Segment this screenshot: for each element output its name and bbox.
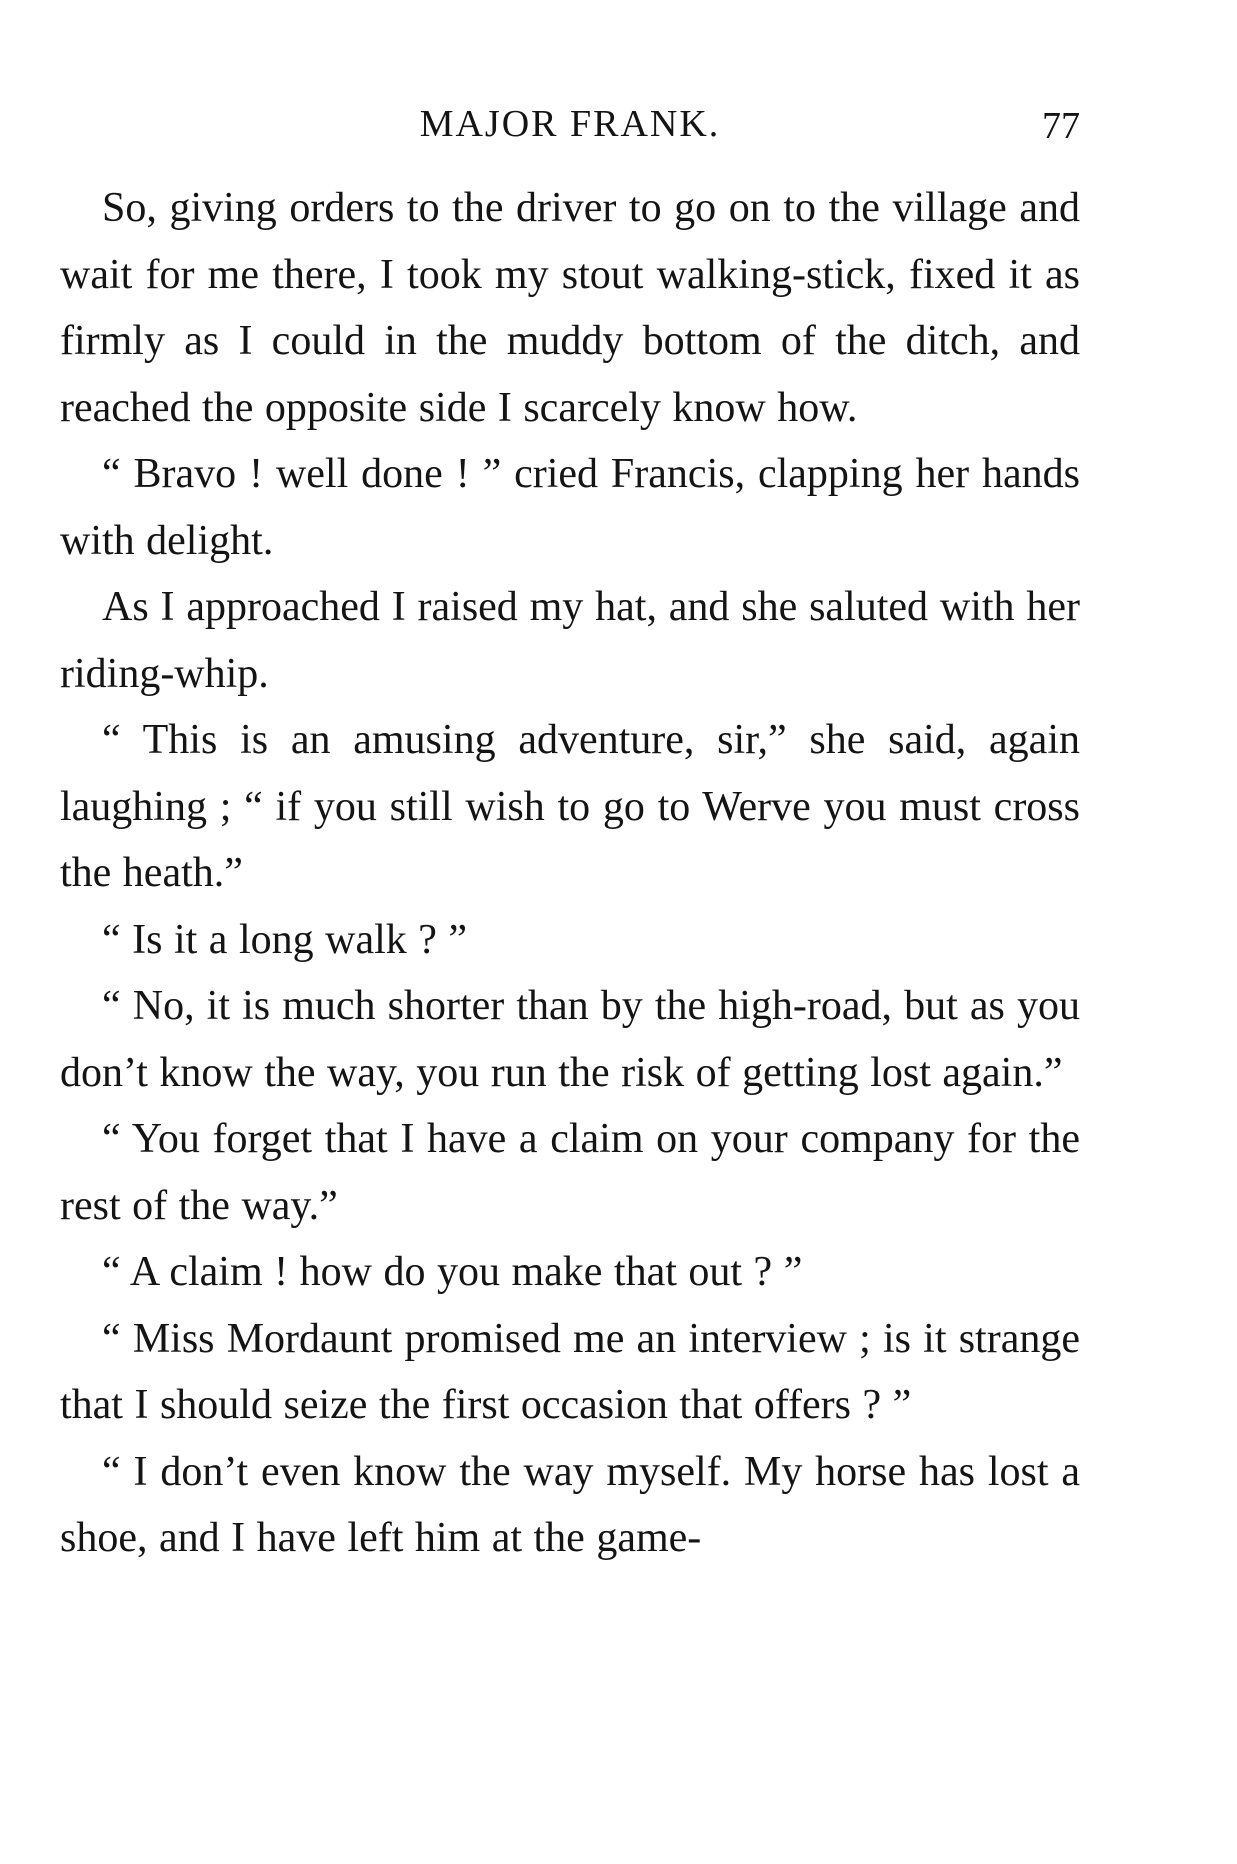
- paragraph: “ A claim ! how do you make that out ? ”: [102, 1249, 803, 1295]
- paragraph: “ I don’t even know the way myself. My horse has lost a shoe, and I have left him at the game-: [60, 1448, 1080, 1561]
- paragraph: “ Miss Mordaunt promised me an interview ; is it strange that I should seize the first occasion that offers ? ”: [60, 1315, 1080, 1428]
- paragraph: So, giving orders to the driver to go on to the village and wait for me there, I took my stout walking-stick, fixed it as firmly as I could in the muddy bottom of the ditch, and reached the opposite side I scarcely know how.: [60, 185, 1080, 431]
- paragraph: “ Bravo ! well done ! ” cried Francis, clapping her hands with delight.: [60, 451, 1080, 564]
- running-title: MAJOR FRANK.: [419, 103, 721, 145]
- paragraph: “ No, it is much shorter than by the high-road, but as you don’t know the way, you run the risk of getting lost again.”: [60, 983, 1080, 1096]
- paragraph: “ Is it a long walk ? ”: [102, 916, 468, 963]
- paragraph: “ This is an amusing adventure, sir,” she said, again laughing ; “ if you still wish to go to Werve you must cross the heath.”: [60, 717, 1080, 896]
- page-number: 77: [1042, 105, 1080, 147]
- paragraph: “ You forget that I have a claim on your company for the rest of the way.”: [60, 1116, 1080, 1229]
- body-text: [60, 175, 1080, 1572]
- running-head: [60, 100, 1080, 150]
- paragraph: As I approached I raised my hat, and she saluted with her riding-whip.: [60, 584, 1080, 697]
